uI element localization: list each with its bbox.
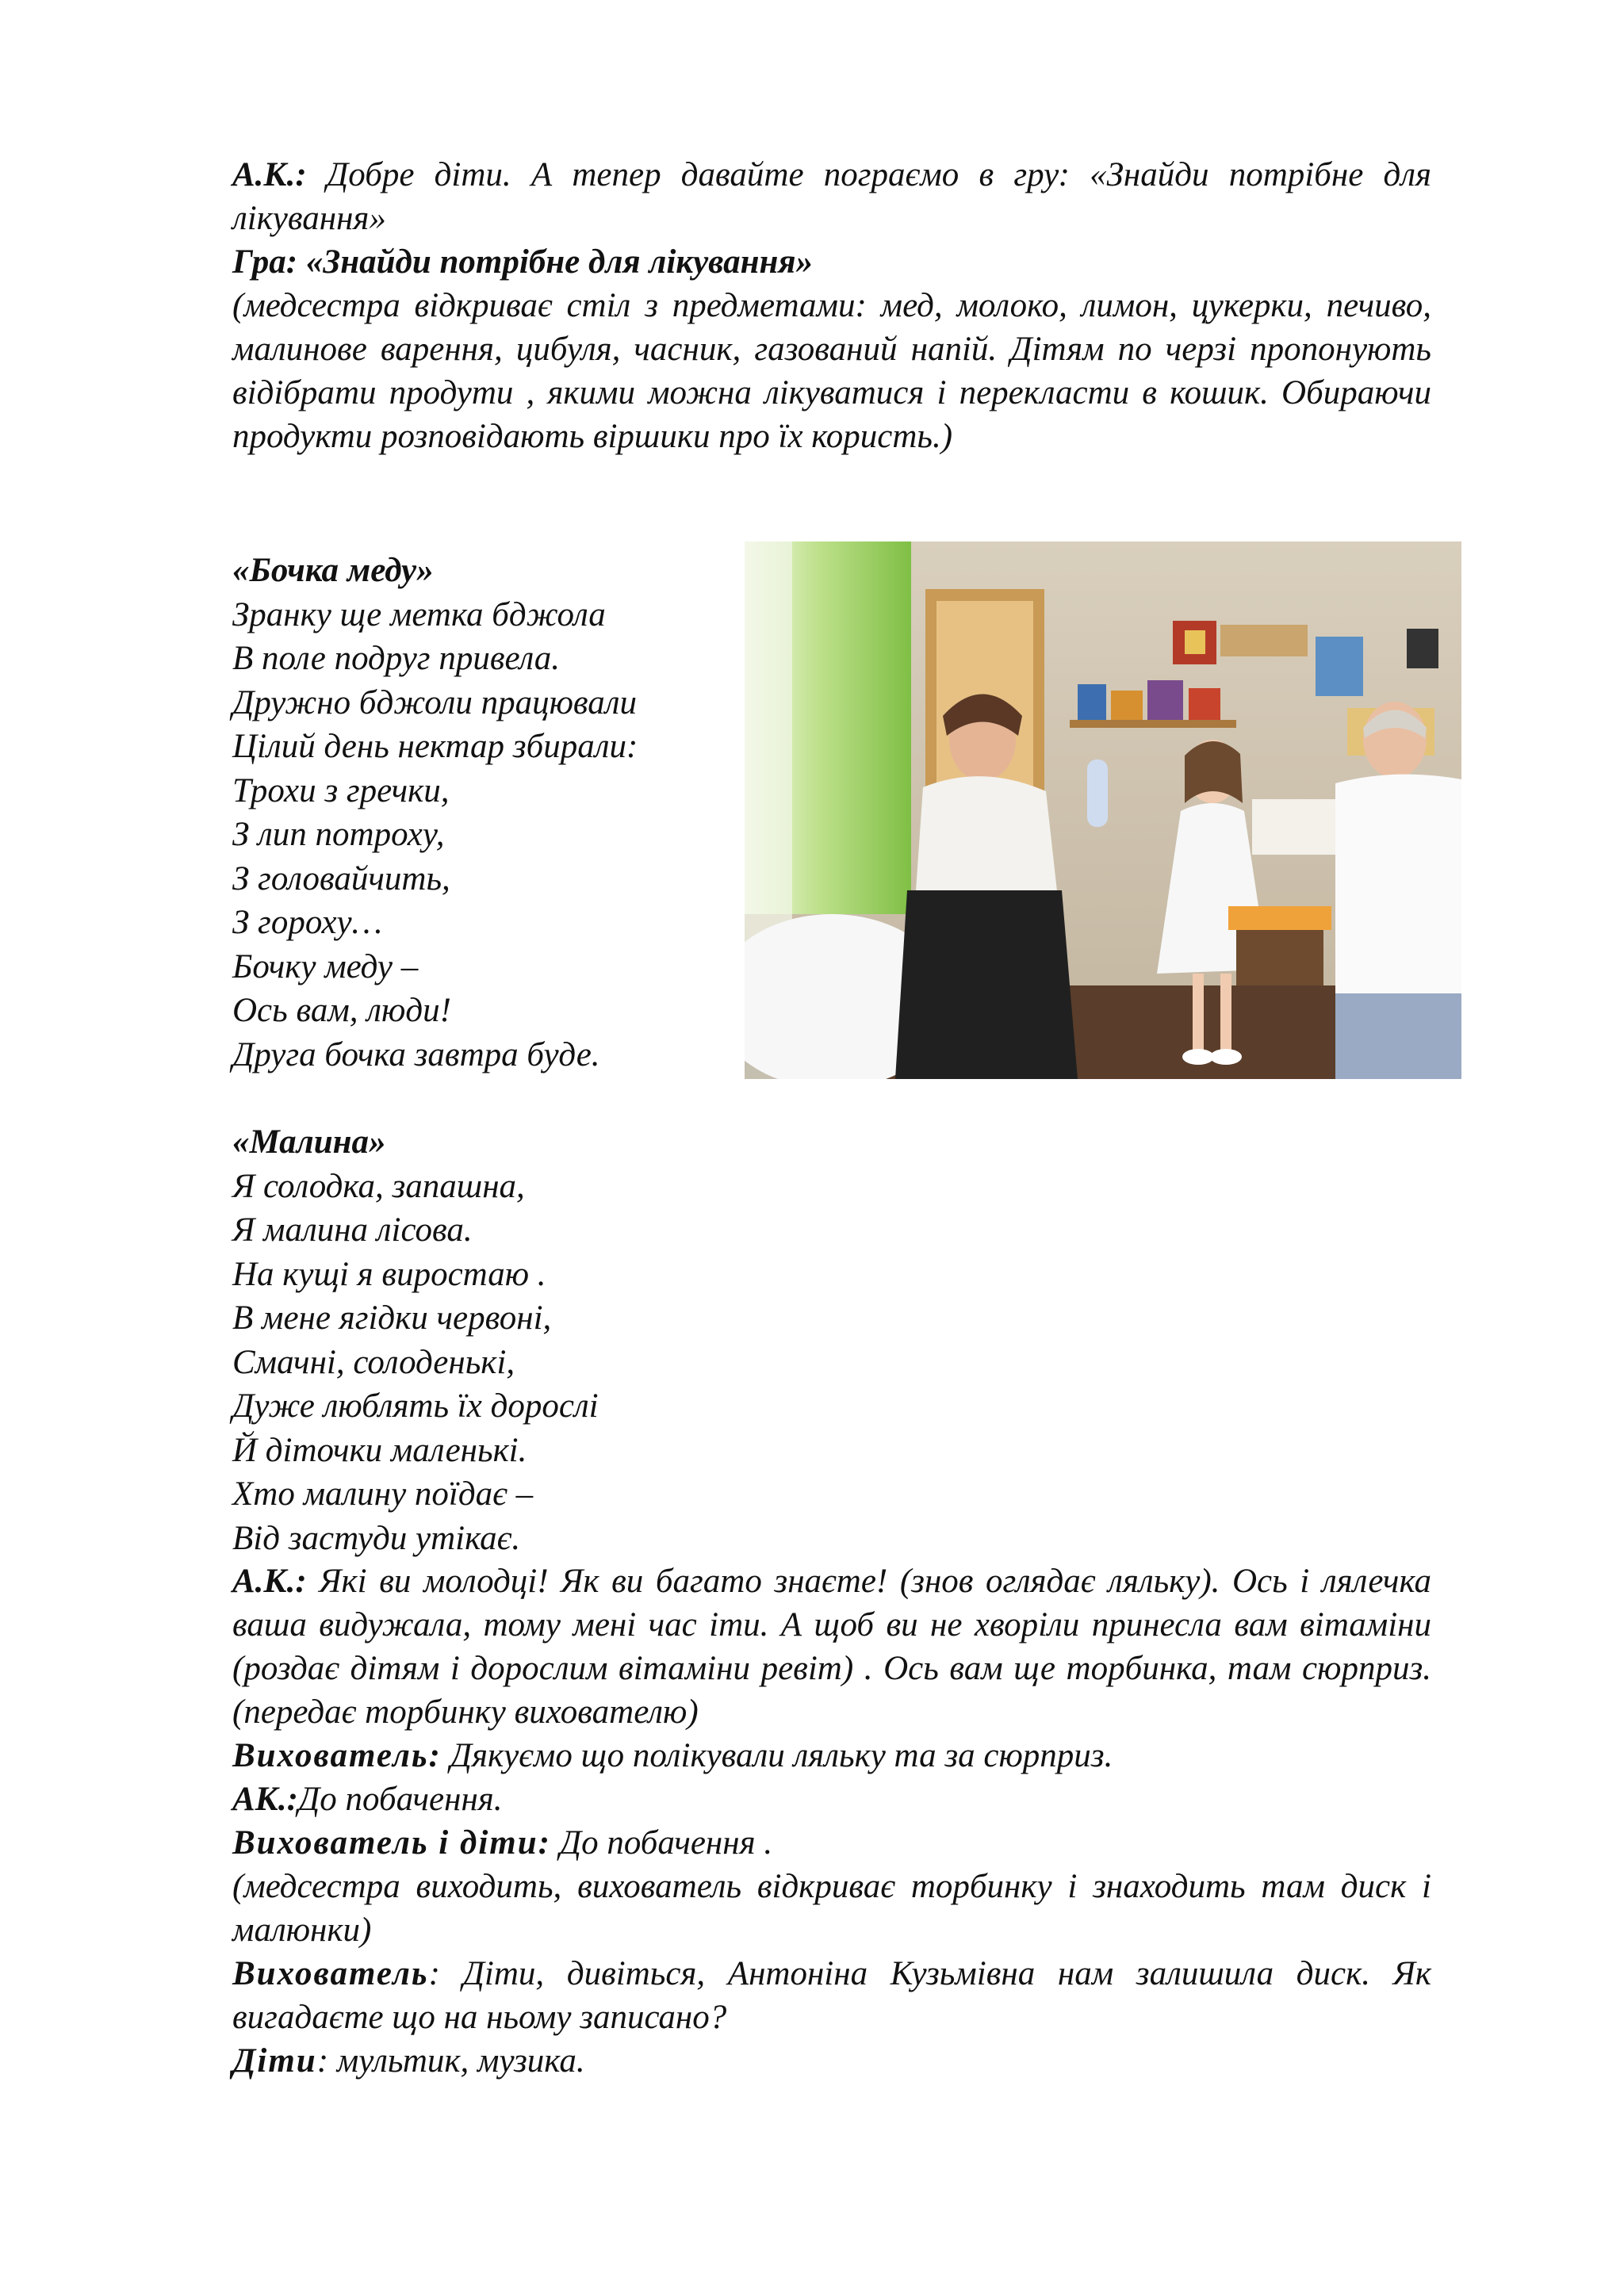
- poem-line: З лип потроху,: [232, 816, 445, 853]
- dialogue-text: (медсестра виходить, вихователь відкриває торбинку і знаходить там диск і малюнки): [232, 1868, 1431, 1949]
- intro-paragraph: [232, 153, 1431, 240]
- poem-line: В мене ягідки червоні,: [232, 1299, 552, 1337]
- speaker-label: Вихователь і діти:: [232, 1824, 551, 1862]
- poem-line: Ось вам, люди!: [232, 992, 451, 1029]
- dialogue-text: : мультик, музика.: [316, 2042, 585, 2080]
- dialogue-text: До побачення .: [550, 1824, 773, 1862]
- speaker-label: Вихователь:: [232, 1737, 442, 1774]
- speaker-label: А.К.:: [232, 1563, 307, 1600]
- dialogue-paragraph: [232, 1777, 1431, 1821]
- dialogue-paragraph: [232, 1559, 1431, 1734]
- poem-line: Я солодка, запашна,: [232, 1167, 525, 1205]
- dialogue-paragraph: [232, 1865, 1431, 1952]
- speaker-label: Діти: [232, 2042, 317, 2080]
- poem-line: Друга бочка завтра буде.: [232, 1035, 600, 1073]
- dialogue-text: Які ви молодці! Як ви багато знаєте! (знов оглядає ляльку). Ось і лялечка ваша видужала, тому мені час іти. А щоб ви не хворіли принесла вам вітаміни (роздає дітям і дорослим вітаміни ревіт) . Ось вам ще торбинка, там сюрприз. (передає торбинку вихователю): [232, 1563, 1431, 1731]
- speaker-label: Вихователь: [232, 1955, 429, 1992]
- poem-line: Смачні, солоденькі,: [232, 1343, 515, 1381]
- dialogue-text: Дякуємо що полікували ляльку та за сюрприз.: [441, 1737, 1113, 1774]
- poem-title: «Бочка меду»: [232, 552, 434, 589]
- game-title: Гра: «Знайди потрібне для лікування»: [232, 243, 813, 281]
- dialogue-paragraph: [232, 1821, 1431, 1865]
- speaker-label: АК.:: [232, 1781, 298, 1818]
- poem-line: Я малина лісова.: [232, 1211, 473, 1249]
- poem-line: Хто малину поїдає –: [232, 1475, 534, 1513]
- dialogue-text: До побачення.: [297, 1781, 503, 1818]
- poem-raspberry: [232, 1120, 599, 1560]
- poem-line: Від застуди утікає.: [232, 1519, 521, 1557]
- dialogue-paragraph: [232, 1952, 1431, 2039]
- poem-line: З гороху…: [232, 904, 382, 941]
- poem-line: На кущі я виростаю .: [232, 1255, 546, 1293]
- game-description: (медсестра відкриває стіл з предметами: мед, молоко, лимон, цукерки, печиво, малинове варення, цибуля, часник, газований напій. Дітям по черзі пропонують відібрати продути , якими можна лікуватися і перекласти в кошик. Обираючи продукти розповідають віршики про їх користь.): [232, 287, 1431, 455]
- poem-line: Цілий день нектар збирали:: [232, 728, 638, 765]
- speaker-ak: А.К.:: [232, 156, 307, 193]
- poem-title: «Малина»: [232, 1123, 386, 1161]
- dialogue-text: : Діти, дивіться, Антоніна Кузьмівна нам залишила диск. Як вигадаєте що на ньому записано?: [232, 1955, 1431, 2036]
- intro-text: Добре діти. А тепер давайте пограємо в гру: «Знайди потрібне для лікування»: [232, 156, 1431, 237]
- dialogue-paragraph: [232, 2039, 1431, 2083]
- poem-line: Дружно бджоли працювали: [232, 683, 638, 721]
- intro-block: [232, 153, 1431, 458]
- poem-line: В поле подруг привела.: [232, 640, 561, 677]
- poem-line: Бочку меду –: [232, 947, 419, 985]
- poem-line: Дуже люблять їх дорослі: [232, 1387, 599, 1425]
- poem-line: Зранку ще метка бджола: [232, 595, 606, 633]
- poem-line: Й діточки маленькі.: [232, 1431, 527, 1469]
- classroom-photo: [745, 541, 1461, 1079]
- poem-line: Трохи з гречки,: [232, 771, 450, 809]
- dialogue-paragraph: [232, 1734, 1431, 1777]
- poem-line: З головайчить,: [232, 859, 450, 897]
- poem-honey: [232, 549, 638, 1077]
- dialogue-block: [232, 1559, 1431, 2083]
